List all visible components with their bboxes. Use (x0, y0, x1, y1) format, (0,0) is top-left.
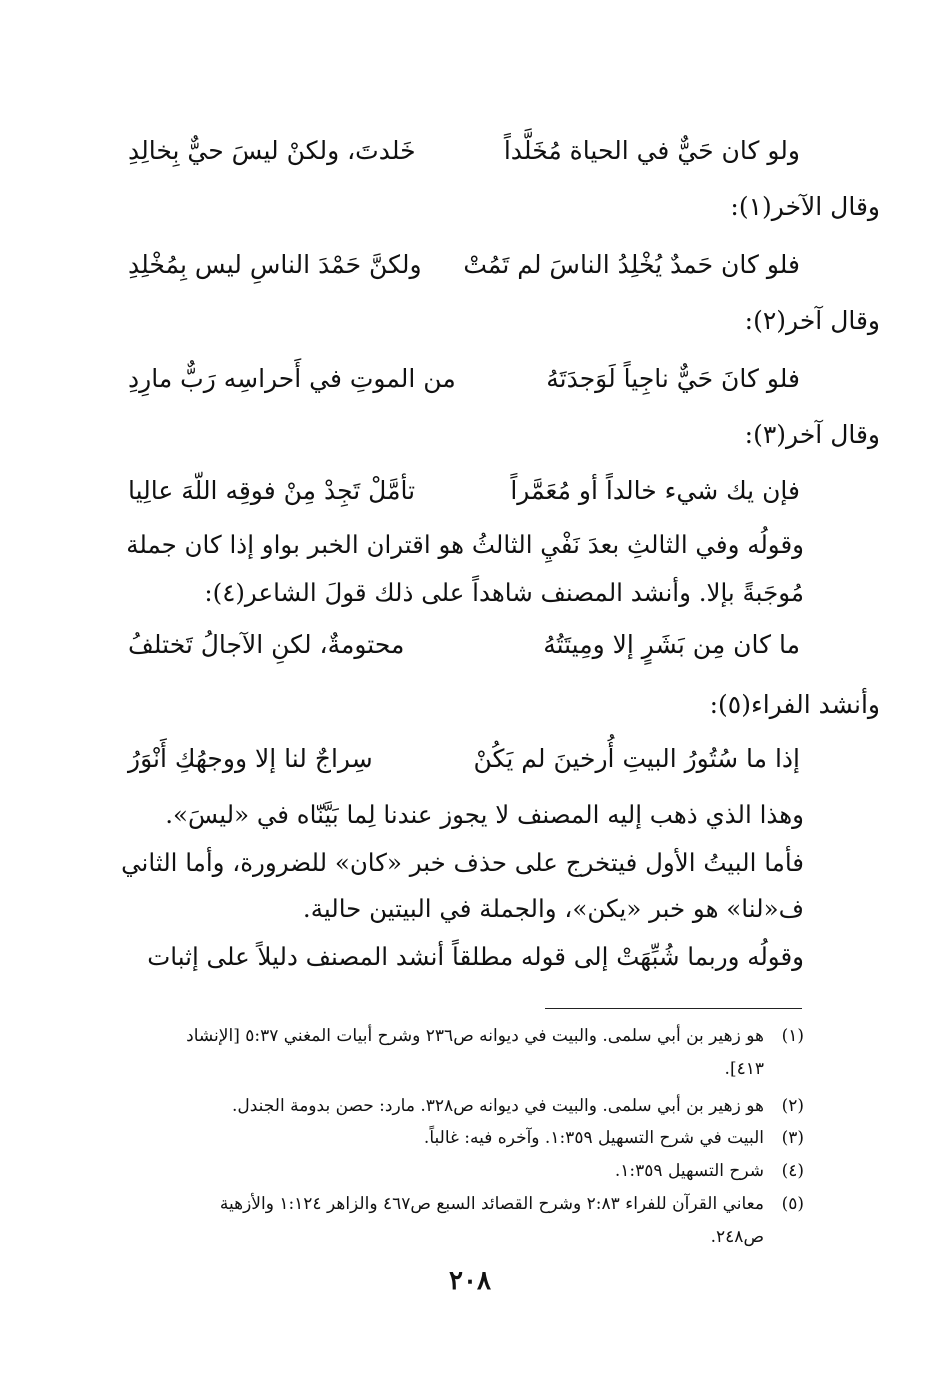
verse-6-second-hemistich: سِراجٌ لنا إلا ووجهُكِ أَنْوَرُ (128, 744, 373, 773)
verse-4-second-hemistich: تأمَّلْ تَجِدْ مِنْ فوقِه اللّهَ عالِيا (128, 476, 416, 505)
verse-2 (100, 242, 800, 292)
footnote-5 (104, 1188, 804, 1254)
footnote-4-number: (٤) (781, 1161, 804, 1181)
footnote-4-text: شرح التسهيل ١:٣٥٩. (614, 1161, 764, 1181)
footnote-1-number: (١) (781, 1026, 804, 1046)
verse-6-first-hemistich: إذا ما سُتُورُ البيتِ أُرخينَ لم يَكُنْ (473, 744, 800, 773)
footnote-5-text: معاني القرآن للفراء ٢:٨٣ وشرح القصائد السبع ص٤٦٧ والزاهر ١:١٢٤ والأزهية (219, 1194, 764, 1214)
verse-5-first-hemistich: ما كان مِن بَشَرٍ إلا ومِيتَتُهُ (543, 630, 800, 659)
verse-3 (100, 356, 800, 406)
verse-intro-2: وقال آخر(٢): (744, 306, 880, 335)
verse-4 (100, 468, 800, 518)
paragraph-3-line-1: وقولُه وربما شُبِّهَتْ إلى قوله مطلقاً أنشد المصنف دليلاً على إثبات (147, 942, 804, 971)
footnote-2-text: هو زهير بن أبي سلمى. والبيت في ديوانه ص٣٢٨. مارد: حصن بدومة الجندل. (232, 1096, 764, 1116)
footnote-3 (104, 1122, 804, 1155)
verse-6 (100, 736, 800, 786)
verse-intro-1: وقال الآخر(١): (730, 192, 880, 221)
paragraph-1-line-1: وقولُه وفي الثالثِ بعدَ نَفْيِ الثالثُ هو اقتران الخبر بواو إذا كان جملة (126, 530, 804, 559)
footnote-separator (545, 1008, 802, 1009)
verse-4-first-hemistich: فإن يك شيء خالداً أو مُعَمَّراً (510, 476, 800, 505)
footnote-1-continuation: ٤١٣]. (724, 1059, 764, 1079)
paragraph-2-line-3: ف«لنا» هو خبر «يكن»، والجملة في البيتين حالية. (302, 894, 804, 923)
verse-intro-5: وأنشد الفراء(٥): (709, 690, 880, 719)
verse-3-second-hemistich: من الموتِ في أَحراسِه رَبٌّ مارِدِ (128, 364, 456, 393)
footnote-3-text: البيت في شرح التسهيل ١:٣٥٩. وآخره فيه: غالباً. (423, 1128, 764, 1148)
footnote-4 (104, 1155, 804, 1188)
footnote-5-continuation: ص٢٤٨. (710, 1227, 764, 1247)
page-number: ٢٠٨ (449, 1266, 491, 1296)
footnote-2 (104, 1090, 804, 1123)
footnote-2-number: (٢) (781, 1096, 804, 1116)
verse-5 (100, 622, 800, 672)
paragraph-1-line-2: مُوجَبةً بإلا. وأنشد المصنف شاهداً على ذلك قولَ الشاعر(٤): (204, 578, 804, 607)
footnote-1-text: هو زهير بن أبي سلمى. والبيت في ديوانه ص٢٣٦ وشرح أبيات المغني ٥:٣٧ [الإنشاد (186, 1026, 764, 1046)
verse-5-second-hemistich: محتومةٌ، لكنِ الآجالُ تَختلفُ (128, 630, 405, 659)
verse-intro-3: وقال آخر(٣): (744, 420, 880, 449)
verse-1 (100, 128, 800, 178)
verse-1-second-hemistich: خَلدتَ، ولكنْ ليسَ حيٌّ بِخالِدِ (128, 136, 416, 165)
footnote-1 (104, 1020, 804, 1086)
verse-3-first-hemistich: فلو كانَ حَيٌّ ناجِياً لَوَجدَتَهُ (546, 364, 800, 393)
paragraph-2-line-2: فأما البيتُ الأول فيتخرج على حذف خبر «كان» للضرورة، وأما الثاني (121, 848, 804, 877)
verse-1-first-hemistich: ولو كان حَيٌّ في الحياة مُخَلَّداً (503, 136, 800, 165)
footnote-5-number: (٥) (781, 1194, 804, 1214)
verse-2-second-hemistich: ولكنَّ حَمْدَ الناسِ ليس بِمُخْلِدِ (128, 250, 422, 279)
footnote-3-number: (٣) (781, 1128, 804, 1148)
verse-2-first-hemistich: فلو كان حَمدٌ يُخْلِدُ الناسَ لم تَمُتْ (463, 250, 800, 279)
paragraph-2-line-1: وهذا الذي ذهب إليه المصنف لا يجوز عندنا لِما بَيَّنّاه في «ليسَ». (165, 800, 804, 829)
